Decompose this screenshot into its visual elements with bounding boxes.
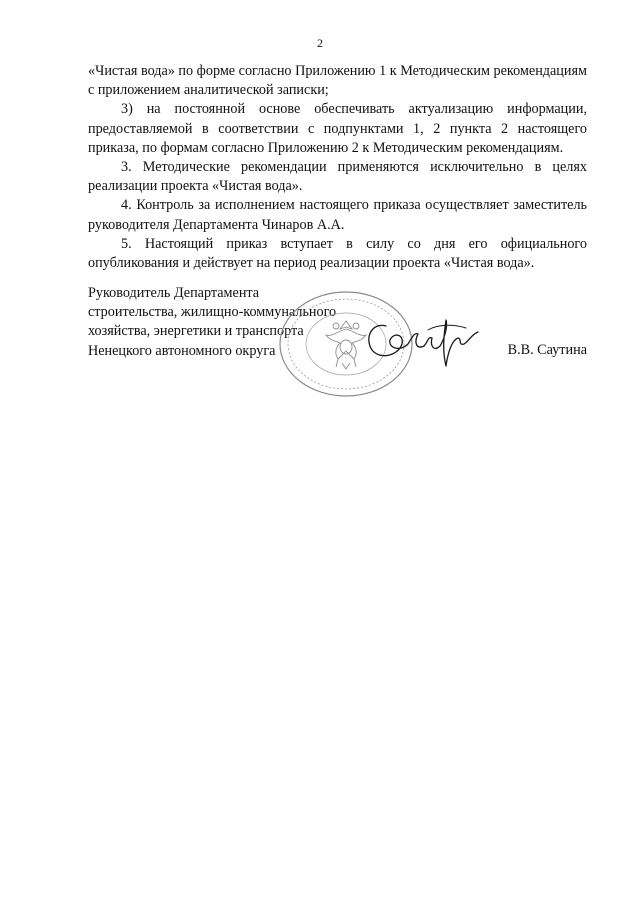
paragraph-clause-3: 3. Методические рекомендации применяются исключительно в целях реализации проекта «Чистая вода».: [88, 159, 587, 195]
signature-block: [88, 284, 587, 404]
signer-name: В.В. Саутина: [507, 342, 587, 358]
document-body: [88, 62, 587, 273]
page-number: 2: [317, 36, 323, 50]
handwritten-signature: [358, 304, 488, 374]
paragraph-continuation: «Чистая вода» по форме согласно Приложению 1 к Методическим рекомендациям с приложением аналитической записки;: [88, 63, 587, 99]
signer-position-line: строительства, жилищно-коммунального: [88, 304, 337, 321]
signer-position-line: Руководитель Департамента: [88, 285, 260, 301]
signer-position-line: Ненецкого автономного округа: [88, 342, 276, 359]
paragraph-clause-5: 5. Настоящий приказ вступает в силу со дня его официального опубликования и действует на период реализации проекта «Чистая вода».: [88, 235, 587, 272]
paragraph-item-3: 3) на постоянной основе обеспечивать актуализацию информации, предоставляемой в соответствии с подпунктами 1, 2 пункта 2 настоящего приказа, по формам согласно Приложению 2 к Методическим рекомендациям.: [88, 101, 587, 156]
signer-position-line: хозяйства, энергетики и транспорта: [88, 323, 304, 340]
paragraph-clause-4: 4. Контроль за исполнением настоящего приказа осуществляет заместитель руководителя Департамента Чинаров А.А.: [88, 197, 587, 233]
